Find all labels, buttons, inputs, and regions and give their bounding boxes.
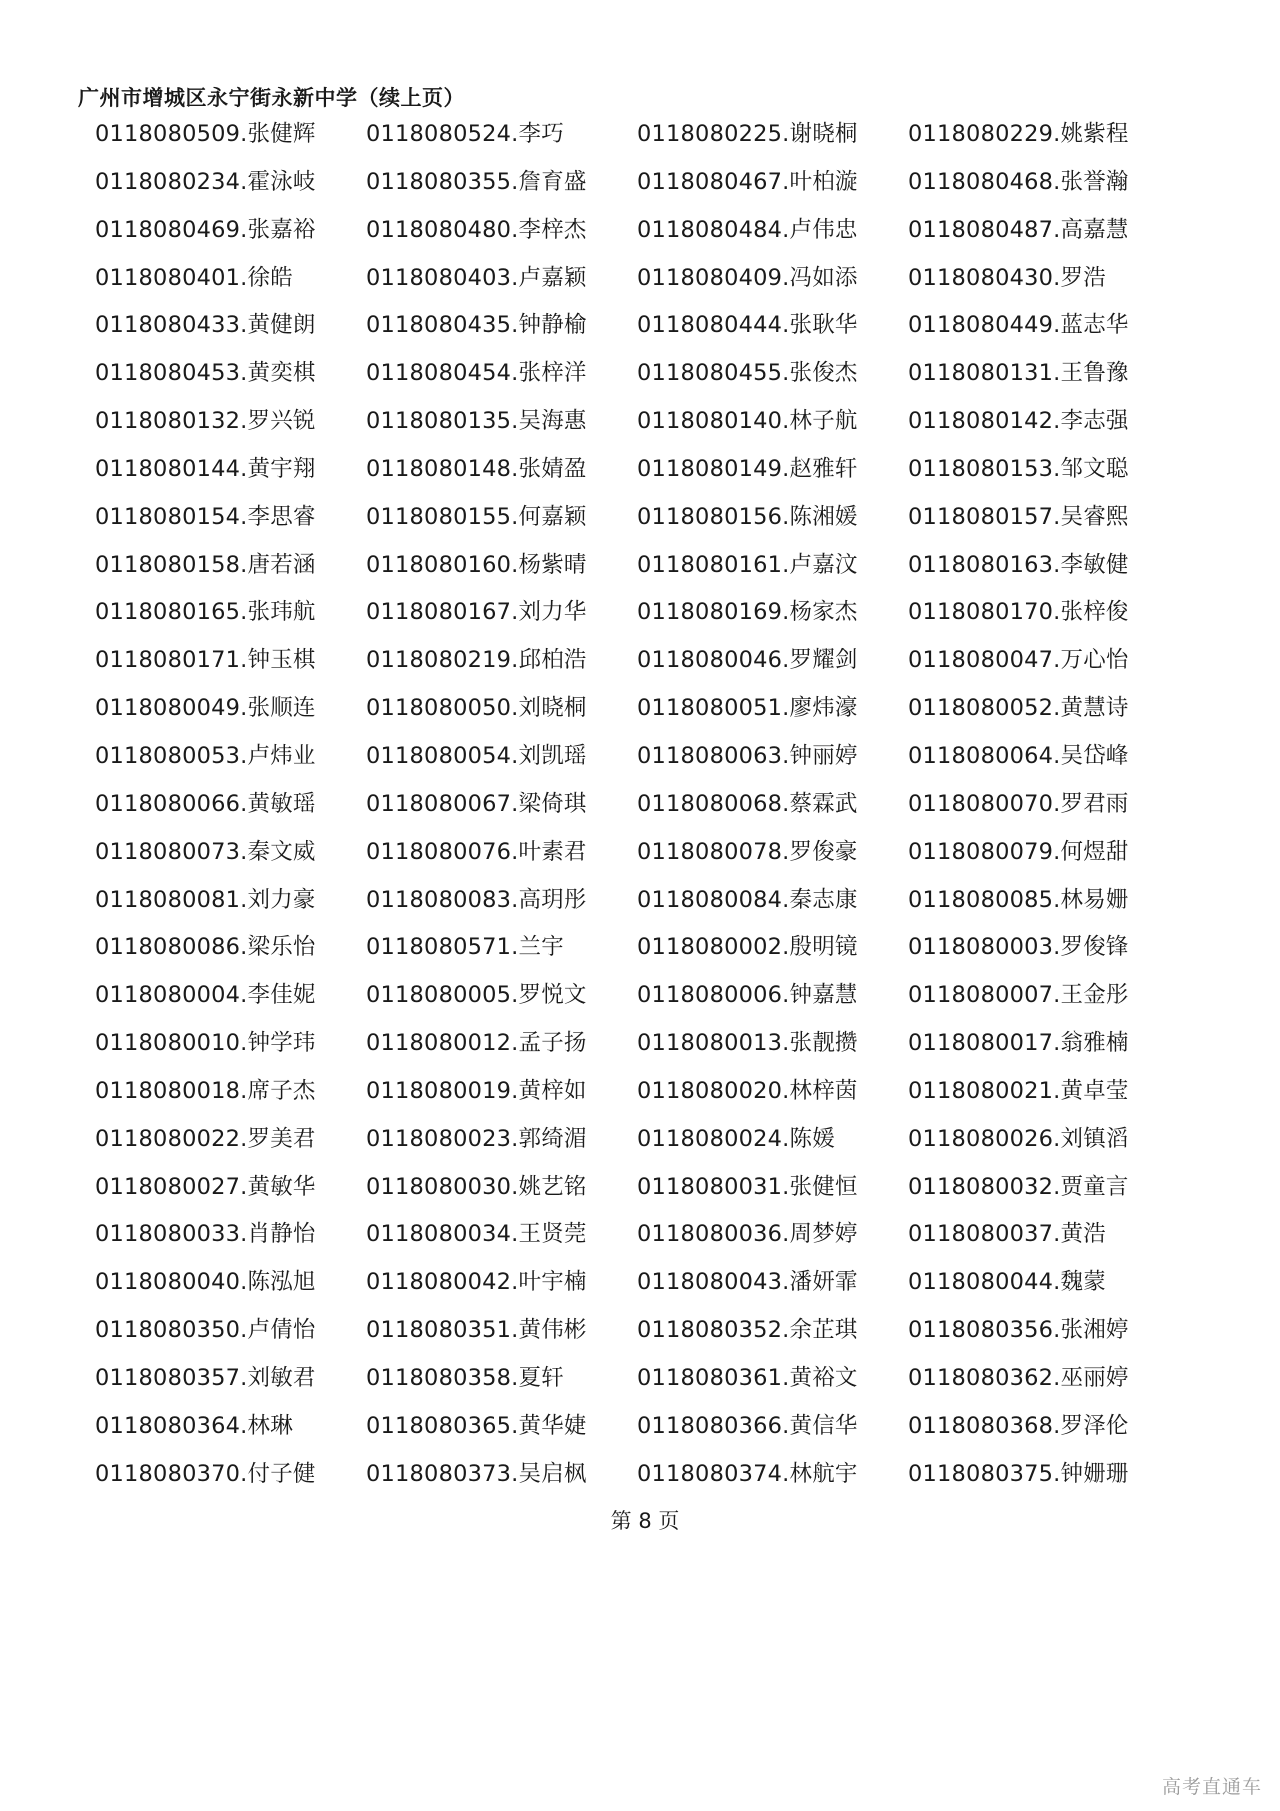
list-item: 0118080487.高嘉慧 — [908, 216, 1129, 243]
list-item: 0118080357.刘敏君 — [95, 1364, 316, 1391]
list-item: 0118080409.冯如添 — [637, 264, 858, 291]
list-item: 0118080169.杨家杰 — [637, 599, 858, 626]
list-item: 0118080132.罗兴锐 — [95, 408, 316, 435]
list-item: 0118080054.刘凯瑶 — [366, 742, 587, 769]
list-item: 0118080053.卢炜业 — [95, 742, 316, 769]
list-item: 0118080079.何煜甜 — [908, 838, 1129, 865]
list-item: 0118080158.唐若涵 — [95, 551, 316, 578]
list-item: 0118080081.刘力豪 — [95, 886, 316, 913]
list-item: 0118080165.张玮航 — [95, 599, 316, 626]
list-item: 0118080444.张耿华 — [637, 312, 858, 339]
list-item: 0118080004.李佳妮 — [95, 982, 316, 1009]
list-item: 0118080219.邱柏浩 — [366, 647, 587, 674]
list-item: 0118080370.付子健 — [95, 1460, 316, 1487]
list-item: 0118080430.罗浩 — [908, 264, 1106, 291]
list-item: 0118080149.赵雅轩 — [637, 455, 858, 482]
list-item: 0118080374.林航宇 — [637, 1460, 858, 1487]
list-item: 0118080068.蔡霖武 — [637, 790, 858, 817]
list-item: 0118080375.钟姗珊 — [908, 1460, 1129, 1487]
list-item: 0118080364.林琳 — [95, 1412, 293, 1439]
page-number: 第 8 页 — [610, 1509, 680, 1533]
list-item: 0118080161.卢嘉汶 — [637, 551, 858, 578]
list-item: 0118080350.卢倩怡 — [95, 1317, 316, 1344]
list-item: 0118080135.吴海惠 — [366, 408, 587, 435]
list-item: 0118080005.罗悦文 — [366, 982, 587, 1009]
list-item: 0118080131.王鲁豫 — [908, 360, 1129, 387]
list-item: 0118080078.罗俊豪 — [637, 838, 858, 865]
list-item: 0118080063.钟丽婷 — [637, 742, 858, 769]
student-list — [95, 120, 1195, 1507]
list-item: 0118080064.吴岱峰 — [908, 742, 1129, 769]
list-item: 0118080052.黄慧诗 — [908, 695, 1129, 722]
list-item: 0118080003.罗俊锋 — [908, 934, 1129, 961]
list-item: 0118080368.罗泽伦 — [908, 1412, 1129, 1439]
list-item: 0118080160.杨紫晴 — [366, 551, 587, 578]
list-item: 0118080234.霍泳岐 — [95, 168, 316, 195]
list-item: 0118080002.殷明镜 — [637, 934, 858, 961]
list-item: 0118080455.张俊杰 — [637, 360, 858, 387]
list-item: 0118080171.钟玉棋 — [95, 647, 316, 674]
list-item: 0118080046.罗耀剑 — [637, 647, 858, 674]
list-item: 0118080067.梁倚琪 — [366, 790, 587, 817]
list-item: 0118080155.何嘉颖 — [366, 503, 587, 530]
list-item: 0118080036.周梦婷 — [637, 1221, 858, 1248]
list-item: 0118080076.叶素君 — [366, 838, 587, 865]
list-item: 0118080037.黄浩 — [908, 1221, 1106, 1248]
list-item: 0118080027.黄敏华 — [95, 1173, 316, 1200]
list-item: 0118080148.张婧盈 — [366, 455, 587, 482]
list-item: 0118080170.张梓俊 — [908, 599, 1129, 626]
list-item: 0118080355.詹育盛 — [366, 168, 587, 195]
list-item: 0118080229.姚紫程 — [908, 121, 1129, 147]
list-item: 0118080366.黄信华 — [637, 1412, 858, 1439]
list-item: 0118080018.席子杰 — [95, 1077, 316, 1104]
list-item: 0118080403.卢嘉颖 — [366, 264, 587, 291]
list-item: 0118080026.刘镇滔 — [908, 1125, 1129, 1152]
list-item: 0118080006.钟嘉慧 — [637, 982, 858, 1009]
list-item: 0118080401.徐皓 — [95, 264, 293, 291]
list-item: 0118080362.巫丽婷 — [908, 1364, 1129, 1391]
list-item: 0118080468.张誉瀚 — [908, 168, 1129, 195]
list-item: 0118080085.林易姗 — [908, 886, 1129, 913]
list-item: 0118080167.刘力华 — [366, 599, 587, 626]
list-item: 0118080086.梁乐怡 — [95, 934, 316, 961]
page-title: 广州市增城区永宁街永新中学（续上页） — [78, 86, 465, 110]
list-item: 0118080153.邹文聪 — [908, 455, 1129, 482]
list-item: 0118080042.叶宇楠 — [366, 1269, 587, 1296]
list-item: 0118080070.罗君雨 — [908, 790, 1129, 817]
list-item: 0118080142.李志强 — [908, 408, 1129, 435]
list-item: 0118080469.张嘉裕 — [95, 216, 316, 243]
list-item: 0118080453.黄奕棋 — [95, 360, 316, 387]
list-item: 0118080034.王贤莞 — [366, 1221, 587, 1248]
list-item: 0118080157.吴睿熙 — [908, 503, 1129, 530]
list-item: 0118080140.林子航 — [637, 408, 858, 435]
list-item: 0118080449.蓝志华 — [908, 312, 1129, 339]
list-item: 0118080571.兰宇 — [366, 934, 564, 961]
list-item: 0118080154.李思睿 — [95, 503, 316, 530]
list-item: 0118080021.黄卓莹 — [908, 1077, 1129, 1104]
list-item: 0118080007.王金彤 — [908, 982, 1129, 1009]
list-item: 0118080358.夏轩 — [366, 1364, 564, 1391]
list-item: 0118080373.吴启枫 — [366, 1460, 587, 1487]
list-item: 0118080022.罗美君 — [95, 1125, 316, 1152]
list-item: 0118080012.孟子扬 — [366, 1030, 587, 1057]
watermark: 高考直通车 — [1161, 1776, 1262, 1798]
list-item: 0118080030.姚艺铭 — [366, 1173, 587, 1200]
list-item: 0118080047.万心怡 — [908, 647, 1129, 674]
list-item: 0118080033.肖静怡 — [95, 1221, 316, 1248]
list-item: 0118080073.秦文威 — [95, 838, 316, 865]
list-item: 0118080433.黄健朗 — [95, 312, 316, 339]
list-item: 0118080524.李巧 — [366, 121, 564, 147]
list-item: 0118080031.张健恒 — [637, 1173, 858, 1200]
list-item: 0118080020.林梓茵 — [637, 1077, 858, 1104]
list-item: 0118080361.黄裕文 — [637, 1364, 858, 1391]
list-item: 0118080144.黄宇翔 — [95, 455, 316, 482]
list-item: 0118080156.陈湘媛 — [637, 503, 858, 530]
list-item: 0118080023.郭绮湄 — [366, 1125, 587, 1152]
list-item: 0118080032.贾童言 — [908, 1173, 1129, 1200]
list-item: 0118080365.黄华婕 — [366, 1412, 587, 1439]
list-item: 0118080225.谢晓桐 — [637, 121, 858, 147]
list-item: 0118080084.秦志康 — [637, 886, 858, 913]
list-item: 0118080017.翁雅楠 — [908, 1030, 1129, 1057]
list-item: 0118080454.张梓洋 — [366, 360, 587, 387]
list-item: 0118080044.魏蒙 — [908, 1269, 1106, 1296]
list-item: 0118080013.张靓攒 — [637, 1030, 858, 1057]
list-item: 0118080049.张顺连 — [95, 695, 316, 722]
list-item: 0118080351.黄伟彬 — [366, 1317, 587, 1344]
list-item: 0118080467.叶柏漩 — [637, 168, 858, 195]
list-item: 0118080356.张湘婷 — [908, 1317, 1129, 1344]
list-item: 0118080051.廖炜濠 — [637, 695, 858, 722]
list-item: 0118080050.刘晓桐 — [366, 695, 587, 722]
list-item: 0118080024.陈媛 — [637, 1125, 835, 1152]
list-item: 0118080083.高玥彤 — [366, 886, 587, 913]
list-item: 0118080480.李梓杰 — [366, 216, 587, 243]
list-item: 0118080352.余芷琪 — [637, 1317, 858, 1344]
list-item: 0118080509.张健辉 — [95, 121, 316, 147]
list-item: 0118080043.潘妍霏 — [637, 1269, 858, 1296]
list-item: 0118080040.陈泓旭 — [95, 1269, 316, 1296]
list-item: 0118080163.李敏健 — [908, 551, 1129, 578]
list-item: 0118080435.钟静榆 — [366, 312, 587, 339]
list-item: 0118080066.黄敏瑶 — [95, 790, 316, 817]
list-item: 0118080484.卢伟忠 — [637, 216, 858, 243]
list-item: 0118080010.钟学玮 — [95, 1030, 316, 1057]
list-item: 0118080019.黄梓如 — [366, 1077, 587, 1104]
